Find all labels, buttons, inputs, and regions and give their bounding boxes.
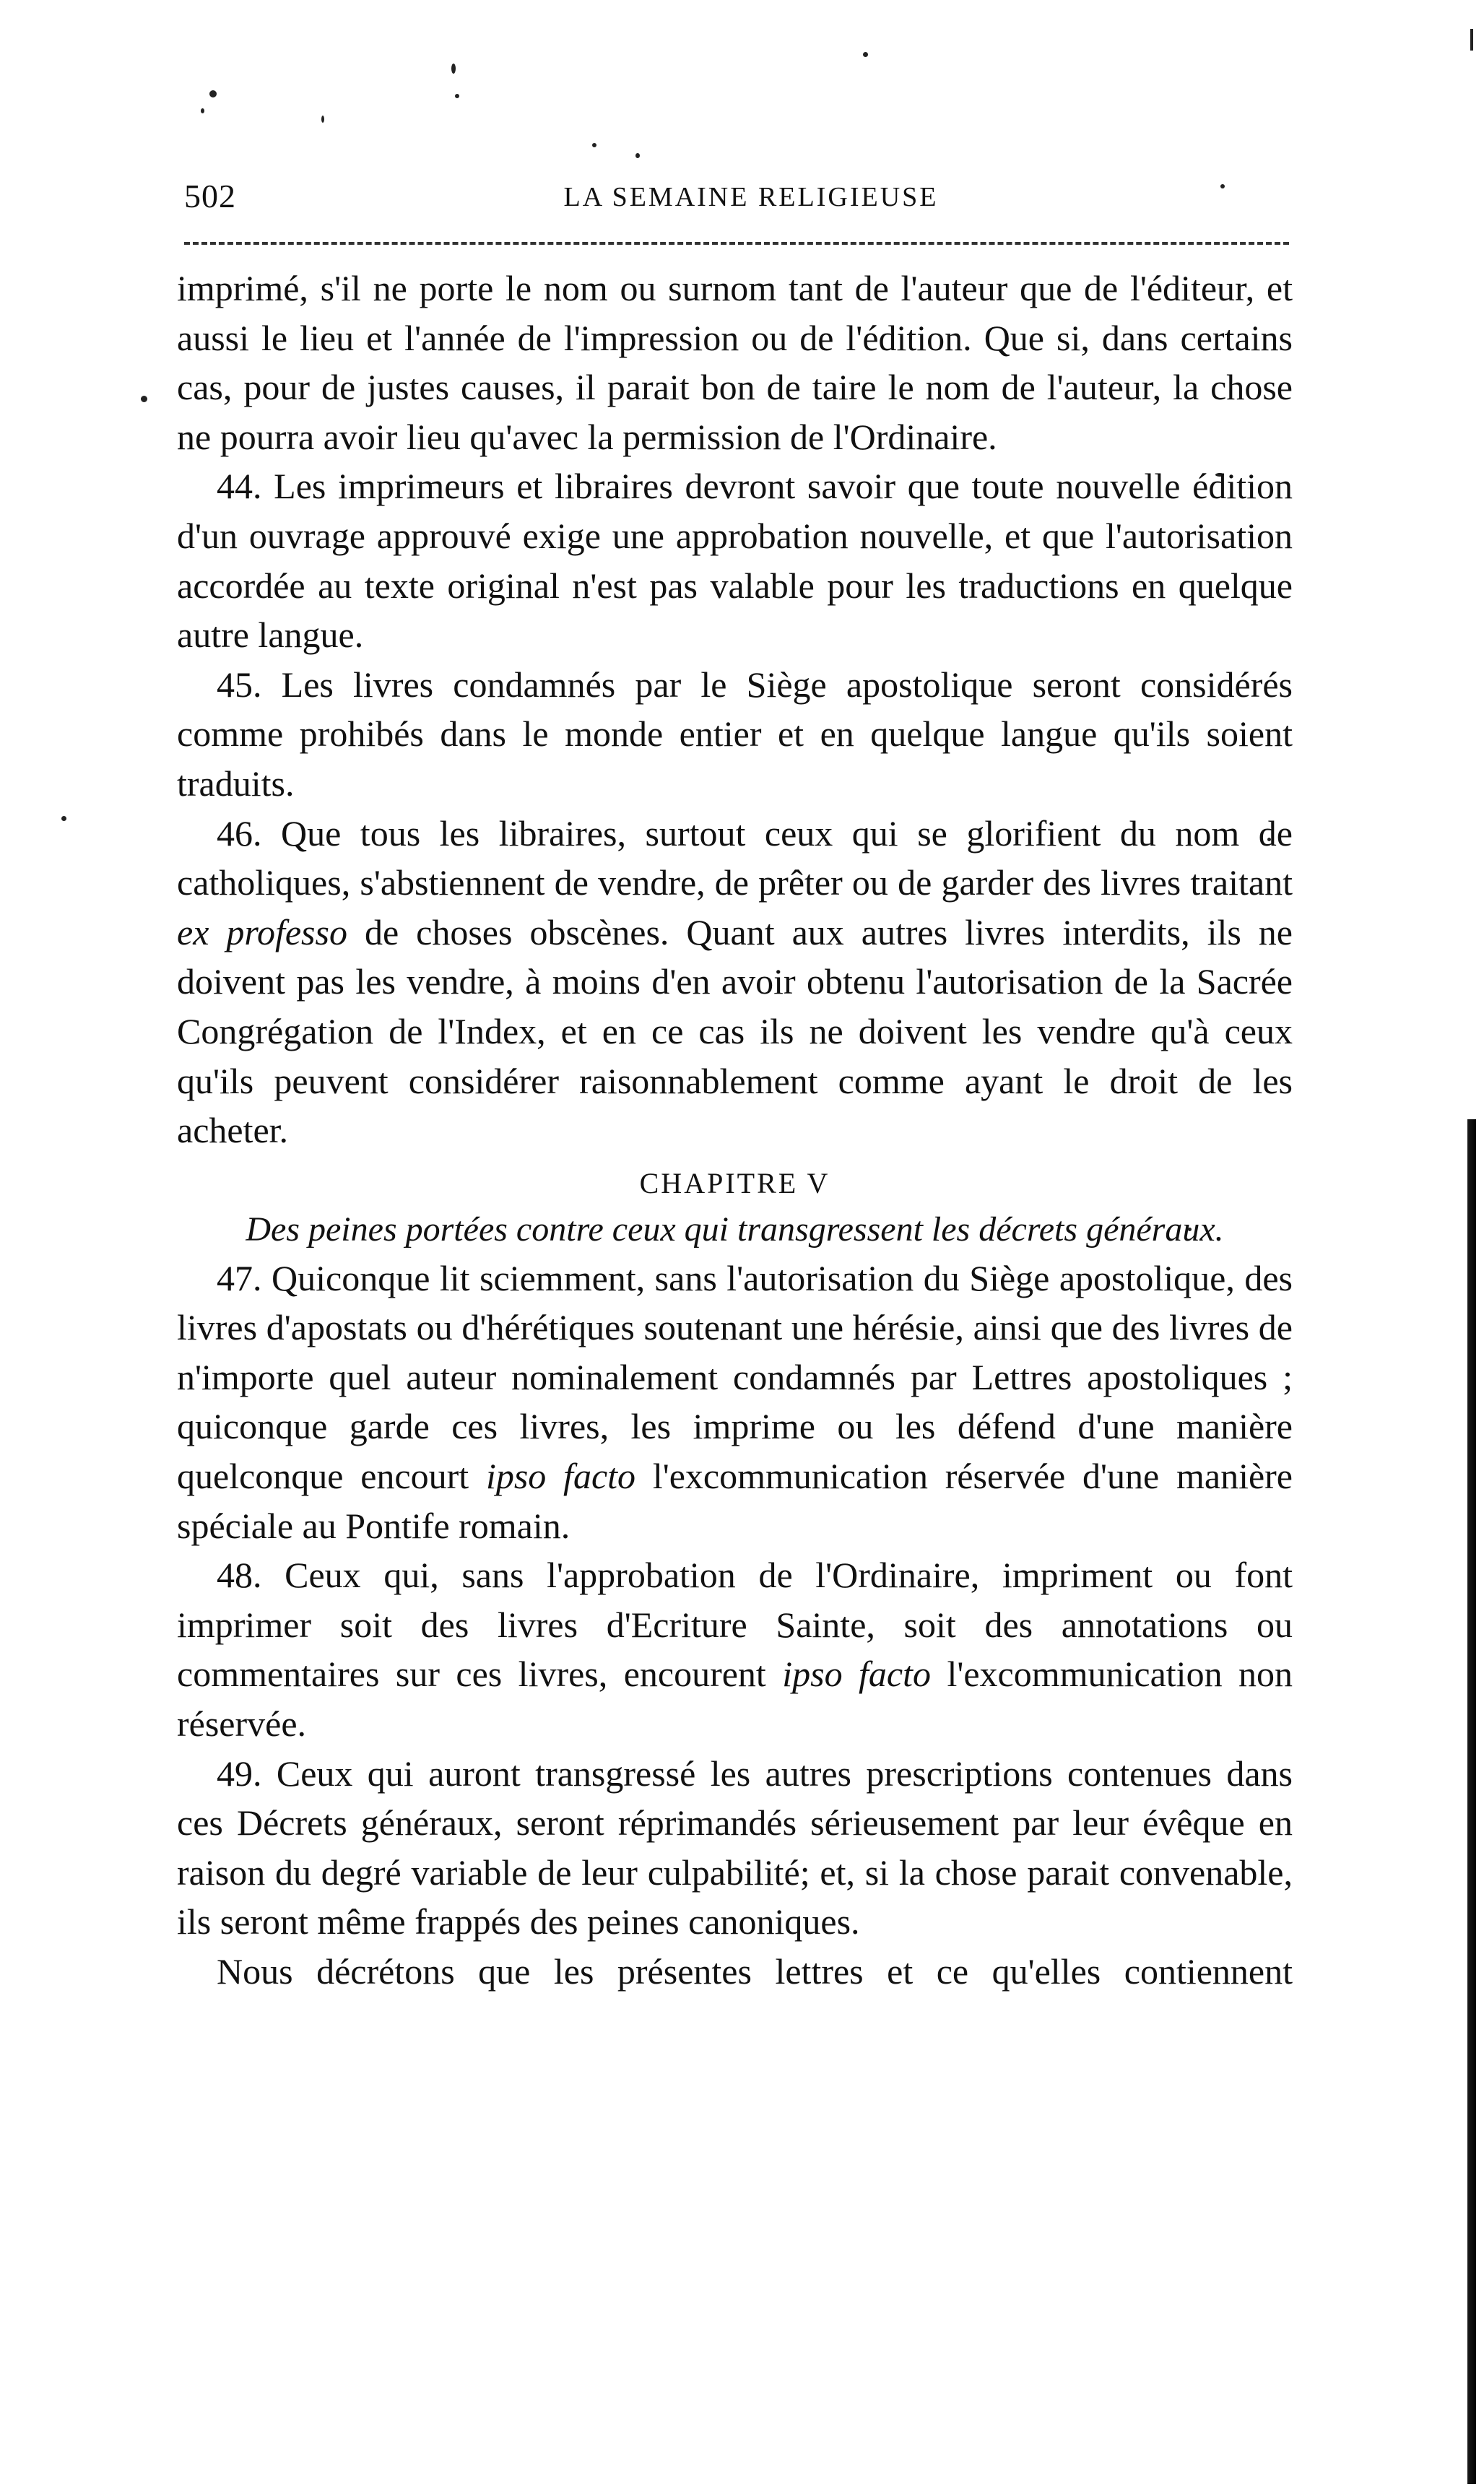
page-header — [184, 177, 1289, 220]
paragraph-48-latin: ipso facto — [782, 1654, 932, 1695]
chapter-subtitle: Des peines portées contre ceux qui transgressent les décrets généraux. — [246, 1210, 1224, 1249]
paragraph-46-text-cont: de choses obscènes. Quant aux autres livres interdits, ils ne doivent pas les vendre, à moins d'en avoir obtenu l'autorisation de la Sacrée Congrégation de l'Index, et en ce cas ils ne doivent les vendre qu'à ceux qu'ils peuvent considérer raisonnablement comme ayant le droit de les acheter. — [177, 911, 1293, 1151]
scan-speck — [592, 143, 596, 147]
body-text — [177, 264, 1293, 1997]
paragraph-49: 49. Ceux qui auront transgressé les autres prescriptions contenues dans ces Décrets généraux, seront réprimandés sérieusement par leur évêque en raison du degré variable de leur culpabilité; et, si la chose parait convenable, ils seront même frappés des peines canoniques. — [177, 1753, 1293, 1942]
header-rule — [184, 242, 1289, 245]
scan-edge-mark — [1470, 29, 1473, 51]
scan-speck — [201, 108, 204, 113]
page-number: 502 — [184, 178, 236, 214]
scan-speck — [321, 116, 324, 123]
paragraph-44: 44. Les imprimeurs et libraires devront savoir que toute nouvelle édition d'un ouvrage approuvé exige une approbation nouvelle, et que l'autorisation accordée au texte original n'est pas valable pour les traductions en quelque autre langue. — [177, 466, 1293, 656]
scan-speck — [141, 396, 147, 402]
paragraph-46-latin: ex professo — [177, 911, 347, 952]
scan-speck — [209, 90, 217, 97]
paragraph-48-text: 48. Ceux qui, sans l'approbation de l'Ordinaire, impriment ou font imprimer soit des livres d'Ecriture Sainte, soit des annotations ou commentaires sur ces livres, encourent — [177, 1555, 1293, 1695]
paragraph-47-latin: ipso facto — [485, 1456, 636, 1497]
paragraph-47-text: 47. Quiconque lit sciemment, sans l'autorisation du Siège apostolique, des livres d'apostats ou d'hérétiques soutenant une hérésie, ainsi que des livres de n'importe quel auteur nominalement condamnés par Lettres apostoliques ; quiconque garde ces livres, les imprime ou les défend d'une manière quelconque encourt — [177, 1257, 1293, 1497]
paragraph-46 — [177, 809, 1293, 1155]
paragraph-continuation: imprimé, s'il ne porte le nom ou surnom tant de l'auteur que de l'éditeur, et aussi le lieu et l'année de l'impression ou de l'édition. Que si, dans certains cas, pour de justes causes, il parait bon de taire le nom de l'auteur, la chose ne pourra avoir lieu qu'avec la permission de l'Ordinaire. — [177, 268, 1293, 457]
paragraph-47 — [177, 1254, 1293, 1551]
paragraph-48 — [177, 1550, 1293, 1748]
running-title: LA SEMAINE RELIGIEUSE — [563, 182, 939, 212]
scan-edge-shadow — [1467, 1119, 1476, 2484]
scan-speck — [863, 52, 868, 57]
paragraph-48-text-cont: l'excommunication non réservée. — [177, 1654, 1293, 1745]
paragraph-45: 45. Les livres condamnés par le Siège apostolique seront considérés comme prohibés dans le monde entier et en quelque langue qu'ils soient traduits. — [177, 664, 1293, 804]
chapter-heading: CHAPITRE V — [639, 1166, 830, 1199]
scan-speck — [635, 153, 640, 158]
paragraph-46-text: 46. Que tous les libraires, surtout ceux qui se glorifient du nom de catholiques, s'abstiennent de vendre, de prêter ou de garder des livres traitant — [177, 812, 1293, 903]
scan-speck — [451, 64, 456, 74]
paragraph-final: Nous décrétons que les présentes lettres et ce qu'elles contiennent — [217, 1951, 1293, 1992]
scan-speck — [455, 94, 459, 98]
paragraph-47-text-cont: l'excommunication réservée d'une manière spéciale au Pontife romain. — [177, 1456, 1293, 1546]
scan-speck — [61, 816, 66, 821]
